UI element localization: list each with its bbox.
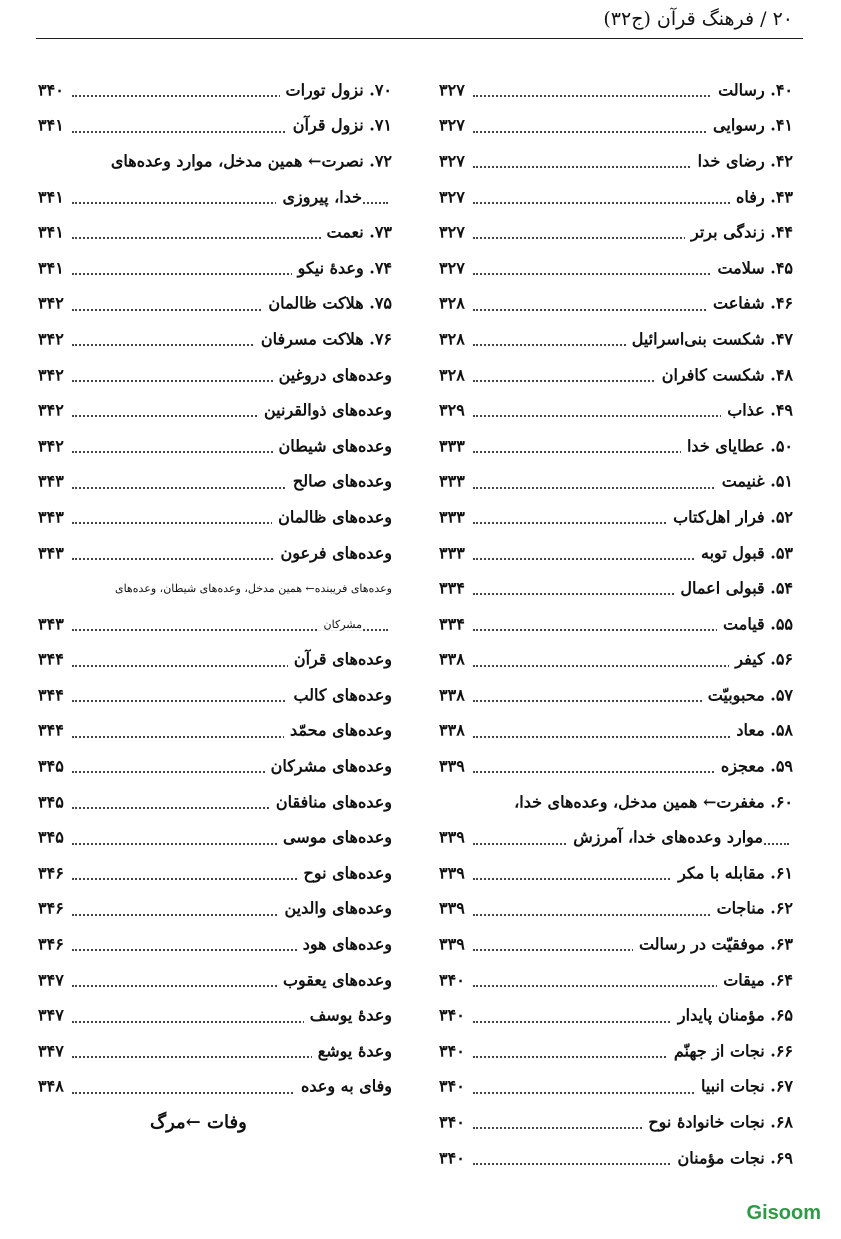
entry-page-number: ۳۴۳	[38, 543, 68, 562]
entry-title: مشرکان	[318, 618, 362, 631]
entry-page-number: ۳۴۵	[38, 828, 68, 847]
entry-title: ۴۷. شکست بنی‌اسرائیل	[626, 330, 793, 349]
entry-page-number: ۳۴۲	[38, 330, 68, 349]
index-entry	[439, 465, 793, 501]
entry-page-number: ۳۳۳	[439, 543, 469, 562]
entry-page-number: ۳۲۷	[439, 116, 469, 135]
entry-title: ۷۵. هلاکت ظالمان	[262, 294, 392, 313]
index-entry	[439, 251, 793, 287]
entry-title: ۵۱. غنیمت	[716, 472, 793, 491]
index-entry	[38, 465, 392, 501]
index-entry	[439, 607, 793, 643]
index-entry	[38, 963, 392, 999]
entry-page-number: ۳۴۳	[38, 472, 68, 491]
entry-page-number: ۳۲۸	[439, 294, 469, 313]
entry-title: وعده‌های موسی	[277, 828, 392, 847]
entry-page-number: ۳۴۰	[439, 1148, 469, 1167]
index-entry	[439, 678, 793, 714]
entry-page-number: ۳۴۰	[439, 1006, 469, 1025]
index-entry	[439, 322, 793, 358]
index-entry	[38, 749, 392, 785]
entry-title: ۵۷. محبوبیّت	[702, 685, 793, 704]
entry-page-number: ۳۳۳	[439, 472, 469, 491]
index-entry	[439, 963, 793, 999]
entry-page-number: ۳۳۴	[439, 579, 469, 598]
index-entry	[38, 393, 392, 429]
entry-page-number: ۳۴۰	[439, 1077, 469, 1096]
entry-page-number: ۳۳۸	[439, 650, 469, 669]
index-entry	[439, 287, 793, 323]
index-entry	[439, 180, 793, 216]
index-entry	[439, 1141, 793, 1177]
index-entry	[38, 678, 392, 714]
index-entry	[439, 643, 793, 679]
entry-page-number: ۳۴۱	[38, 258, 68, 277]
index-entry	[38, 251, 392, 287]
entry-page-number: ۳۲۷	[439, 258, 469, 277]
entry-title: وعده‌های کالب	[287, 685, 392, 704]
entry-page-number: ۳۴۳	[38, 507, 68, 526]
index-entry	[439, 109, 793, 145]
index-entry	[439, 1034, 793, 1070]
index-entry	[38, 643, 392, 679]
entry-page-number: ۳۴۴	[38, 650, 68, 669]
entry-page-number: ۳۳۹	[439, 899, 469, 918]
index-entry	[38, 820, 392, 856]
entry-page-number: ۳۴۶	[38, 935, 68, 954]
index-entry	[38, 892, 392, 928]
entry-title: ۷۰. نزول تورات	[280, 80, 392, 99]
index-entry	[38, 714, 392, 750]
entry-page-number: ۳۴۱	[38, 223, 68, 242]
entry-page-number: ۳۳۹	[439, 935, 469, 954]
page-header	[0, 0, 841, 42]
entry-title: ۵۳. قبول توبه	[695, 543, 793, 562]
entry-title: ۴۲. رضای خدا	[692, 152, 793, 171]
page-header-title: ۲۰ / فرهنگ قرآن (ج۳۲)	[603, 8, 793, 30]
entry-page-number: ۳۴۷	[38, 970, 68, 989]
index-entry	[38, 1070, 392, 1106]
entry-title: ۶۲. مناجات	[711, 899, 793, 918]
entry-title: ۵۴. قبولی اعمال	[674, 579, 793, 598]
entry-page-number: ۳۴۵	[38, 792, 68, 811]
index-entry	[38, 998, 392, 1034]
entry-title: وعده‌های محمّد	[284, 721, 392, 740]
entry-title: وعده‌های فرعون	[275, 543, 393, 562]
entry-title: وعدهٔ یوسف	[304, 1006, 392, 1025]
gisoom-logo: Gisoom	[746, 1202, 821, 1224]
index-entry	[439, 749, 793, 785]
entry-title: وفای به وعده	[295, 1077, 392, 1096]
entry-title: ۶۰. مغفرت← همین مدخل، وعده‌های خدا،	[508, 792, 793, 811]
index-entry	[38, 73, 392, 109]
entry-title: ۴۶. شفاعت	[707, 294, 793, 313]
entry-title: ۴۹. عذاب	[721, 401, 793, 420]
entry-title: ۷۶. هلاکت مسرفان	[255, 330, 392, 349]
entry-page-number: ۳۲۷	[439, 80, 469, 99]
entry-title: ۶۹. نجات مؤمنان	[672, 1148, 793, 1167]
entry-title: وعده‌های یعقوب	[277, 970, 392, 989]
entry-title: ۵۶. کیفر	[729, 650, 793, 669]
entry-page-number: ۳۳۳	[439, 436, 469, 455]
index-entry	[439, 1105, 793, 1141]
entry-page-number: ۳۲۷	[439, 187, 469, 206]
entry-page-number: ۳۳۸	[439, 685, 469, 704]
index-entry	[439, 571, 793, 607]
entry-title: ۶۳. موفقیّت در رسالت	[633, 935, 793, 954]
index-entry	[38, 429, 392, 465]
index-entry	[38, 785, 392, 821]
entry-title: ۴۵. سلامت	[711, 258, 793, 277]
entry-title: ۴۰. رسالت	[712, 80, 793, 99]
entry-title: وعده‌های ذوالقرنین	[258, 401, 392, 420]
entry-page-number: ۳۲۷	[439, 223, 469, 242]
index-entry	[38, 180, 392, 216]
entry-page-number: ۳۴۰	[439, 970, 469, 989]
index-entry	[439, 536, 793, 572]
index-entry	[38, 1034, 392, 1070]
index-entry	[439, 785, 793, 821]
entry-page-number: ۳۴۲	[38, 365, 68, 384]
entry-page-number: ۳۲۸	[439, 365, 469, 384]
index-entry	[38, 607, 392, 643]
index-entry	[439, 892, 793, 928]
entry-page-number: ۳۴۵	[38, 757, 68, 776]
entry-title: ۵۹. معجزه	[715, 757, 793, 776]
index-entry	[439, 73, 793, 109]
entry-title: ۵۰. عطایای خدا	[681, 436, 793, 455]
index-entry	[439, 215, 793, 251]
index-column-right	[439, 73, 793, 1176]
index-entry	[439, 714, 793, 750]
index-entry	[439, 820, 793, 856]
entry-title: وعده‌های دروغین	[273, 365, 392, 384]
index-entry	[38, 144, 392, 180]
entry-title: موارد وعده‌های خدا، آمرزش	[567, 828, 763, 847]
index-entry	[38, 109, 392, 145]
entry-page-number: ۳۴۶	[38, 899, 68, 918]
index-entry	[38, 358, 392, 394]
entry-title: ۶۱. مقابله با مکر	[672, 863, 793, 882]
entry-title: ۶۴. میقات	[717, 970, 793, 989]
header-rule	[36, 38, 803, 39]
entry-page-number: ۳۴۴	[38, 721, 68, 740]
entry-page-number: ۳۳۹	[439, 863, 469, 882]
index-entry	[38, 287, 392, 323]
entry-page-number: ۳۲۹	[439, 401, 469, 420]
index-entry	[439, 1070, 793, 1106]
entry-title: ۷۱. نزول قرآن	[287, 116, 392, 135]
entry-title: وعده‌های نوح	[297, 863, 392, 882]
entry-title: ۵۲. فرار اهل‌کتاب	[667, 507, 793, 526]
entry-page-number: ۳۳۴	[439, 614, 469, 633]
entry-page-number: ۳۴۷	[38, 1041, 68, 1060]
index-entry	[439, 393, 793, 429]
entry-title: ۶۵. مؤمنان پایدار	[672, 1006, 793, 1025]
entry-title: وعده‌های صالح	[287, 472, 392, 491]
index-entry	[439, 500, 793, 536]
entry-page-number: ۳۴۷	[38, 1006, 68, 1025]
entry-page-number: ۳۴۴	[38, 685, 68, 704]
entry-page-number: ۳۴۰	[439, 1041, 469, 1060]
entry-title: وعده‌های هود	[297, 935, 392, 954]
entry-page-number: ۳۴۰	[38, 80, 68, 99]
index-entry	[38, 322, 392, 358]
entry-title: ۶۶. نجات از جهنّم	[668, 1041, 793, 1060]
entry-title: ۴۳. رفاه	[730, 187, 793, 206]
entry-title: وعدهٔ یوشع	[312, 1041, 392, 1060]
entry-title: ۵۵. قیامت	[717, 614, 793, 633]
entry-page-number: ۳۴۱	[38, 187, 68, 206]
entry-page-number: ۳۴۸	[38, 1077, 68, 1096]
entry-title: ۷۴. وعدهٔ نیکو	[292, 258, 392, 277]
entry-page-number: ۳۲۸	[439, 330, 469, 349]
entry-title: ۵۸. معاد	[730, 721, 793, 740]
entry-title: ۴۴. زندگی برتر	[685, 223, 793, 242]
entry-page-number: ۳۴۲	[38, 436, 68, 455]
index-entry	[38, 500, 392, 536]
entry-page-number: ۳۳۳	[439, 507, 469, 526]
index-entry	[439, 998, 793, 1034]
index-entry	[439, 927, 793, 963]
entry-title: وعده‌های شیطان	[273, 436, 392, 455]
index-column-left	[38, 73, 392, 1105]
entry-title: ۴۱. رسوایی	[707, 116, 793, 135]
index-entry	[38, 927, 392, 963]
entry-title: ۴۸. شکست کافران	[656, 365, 793, 384]
index-entry	[439, 358, 793, 394]
index-entry	[439, 144, 793, 180]
entry-page-number: ۳۲۷	[439, 152, 469, 171]
footer-entry: وفات ←مرگ	[150, 1112, 247, 1133]
entry-page-number: ۳۴۶	[38, 863, 68, 882]
entry-page-number: ۳۳۸	[439, 721, 469, 740]
index-entry	[439, 429, 793, 465]
entry-page-number: ۳۴۳	[38, 614, 68, 633]
entry-title: ۷۳. نعمت	[321, 223, 392, 242]
entry-title: وعده‌های والدین	[278, 899, 392, 918]
entry-title: وعده‌های فریبنده← همین مدخل، وعده‌های شیطان، وعده‌های	[109, 582, 392, 595]
entry-page-number: ۳۴۲	[38, 294, 68, 313]
index-entry	[38, 856, 392, 892]
index-entry	[38, 571, 392, 607]
entry-title: وعده‌های منافقان	[270, 792, 392, 811]
entry-page-number: ۳۳۹	[439, 828, 469, 847]
entry-title: ۶۷. نجات انبیا	[695, 1077, 793, 1096]
entry-title: ۷۲. نصرت← همین مدخل، موارد وعده‌های	[105, 152, 392, 171]
index-entry	[439, 856, 793, 892]
entry-title: وعده‌های قرآن	[288, 650, 392, 669]
index-entry	[38, 215, 392, 251]
entry-page-number: ۳۳۹	[439, 757, 469, 776]
index-entry	[38, 536, 392, 572]
entry-page-number: ۳۴۲	[38, 401, 68, 420]
entry-page-number: ۳۴۱	[38, 116, 68, 135]
entry-title: وعده‌های ظالمان	[272, 507, 392, 526]
entry-page-number: ۳۴۰	[439, 1113, 469, 1132]
entry-title: وعده‌های مشرکان	[265, 757, 392, 776]
entry-title: ۶۸. نجات خانوادهٔ نوح	[642, 1113, 793, 1132]
entry-title: خدا، پیروزی	[276, 187, 362, 206]
